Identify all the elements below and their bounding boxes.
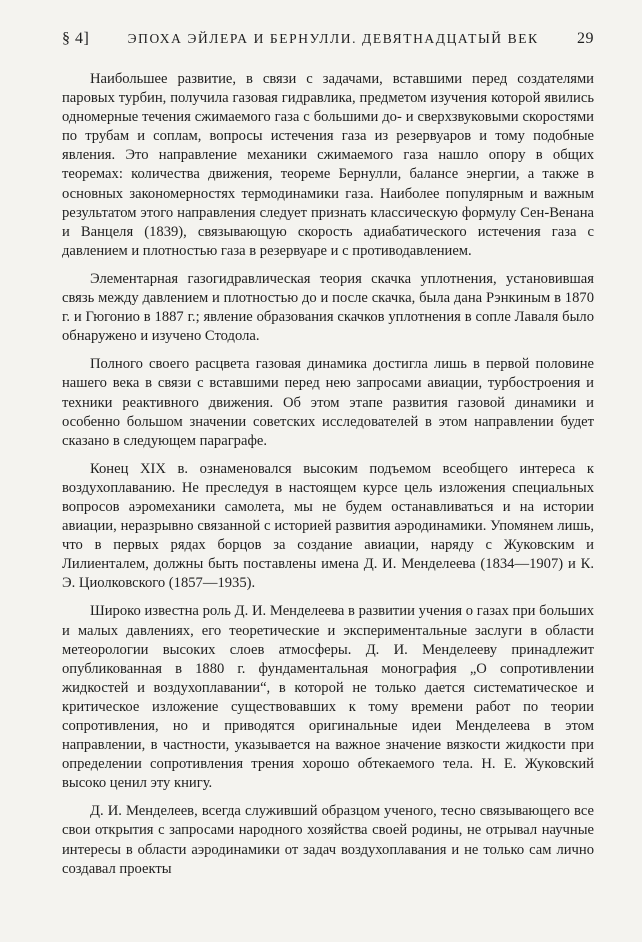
- section-marker: § 4]: [62, 30, 90, 47]
- body-text: [62, 70, 594, 879]
- paragraph-aeronautics: Конец XIX в. ознаменовался высоким подъемом всеобщего интереса к воздухоплаванию. Не преследуя в настоящем курсе цель изложения специальных вопросов аэромеханики самолета, мы не будем останавливаться и на истории авиации, неразрывно связанной с историей развития аэродинамики. Упомянем лишь, что в первых рядах борцов за создание авиации, наряду с Жуковским и Лилиенталем, должны быть поставлены имена Д. И. Менделеева (1834—1907) и К. Э. Циолковского (1857—1935).: [62, 460, 594, 592]
- paragraph-shock-theory: Элементарная газогидравлическая теория скачка уплотнения, установившая связь между давлением и плотностью до и после скачка, была дана Рэнкиным в 1870 г. и Гюгонио в 1887 г.; явление образования скачков уплотнения в сопле Лаваля было обнаружено и изучено Стодола.: [62, 270, 594, 345]
- running-title: ЭПОХА ЭЙЛЕРА И БЕРНУЛЛИ. ДЕВЯТНАДЦАТЫЙ ВЕК: [127, 31, 539, 46]
- paragraph-mendeleev-projects: Д. И. Менделеев, всегда служивший образцом ученого, тесно связывающего все свои открытия с запросами народного хозяйства своей родины, не отрывал научные интересы в области аэродинамики от задач воздухоплавания и не только сам лично создавал проекты: [62, 803, 594, 877]
- paragraph-gas-dynamics: Полного своего расцвета газовая динамика достигла лишь в первой половине нашего века в связи с вставшими перед нею запросами авиации, турбостроения и техники реактивного движения. Об этом этапе развития газовой динамики и особенно большом значении советских исследователей в этом направлении будет сказано в следующем параграфе.: [62, 356, 594, 449]
- paragraph-gas-hydraulics: Наибольшее развитие, в связи с задачами, вставшими перед создателями паровых турбин, получила газовая гидравлика, предметом изучения которой явились одномерные течения сжимаемого газа с большими до- и сверхзвуковыми скоростями по трубам и соплам, вопросы истечения газа из резервуаров и тому подобные явления. Это направление механики сжимаемого газа нашло опору в общих теоремах: количества движения, теореме Бернулли, балансе энергии, а также в основных закономерностях термодинамики газа. Наиболее популярным и важным результатом этого направления следует признать классическую формулу Сен-Венана и Ванцеля (1839), связывающую скорость адиабатического истечения газа с давлением и плотностью газа в резервуаре и с противодавлением.: [62, 71, 594, 259]
- running-head: [62, 30, 594, 62]
- paragraph-mendeleev-role: Широко известна роль Д. И. Менделеева в развитии учения о газах при больших и малых давлениях, его теоретические и экспериментальные заслуги в области метеорологии высоких слоев атмосферы. Д. И. Менделееву принадлежит опубликованная в 1880 г. фундаментальная монография „О сопротивлении жидкостей и воздухоплавании“, в которой не только дается систематическое и критическое изложение существовавших к тому времени работ по теории сопротивления, но и приводятся оригинальные идеи Менделеева в этом направлении, в частности, указывается на важное значение вязкости жидкости при определении сопротивления трения хорошо обтекаемого тела. Н. Е. Жуковский высоко ценил эту книгу.: [62, 603, 594, 792]
- page-number: 29: [576, 30, 594, 47]
